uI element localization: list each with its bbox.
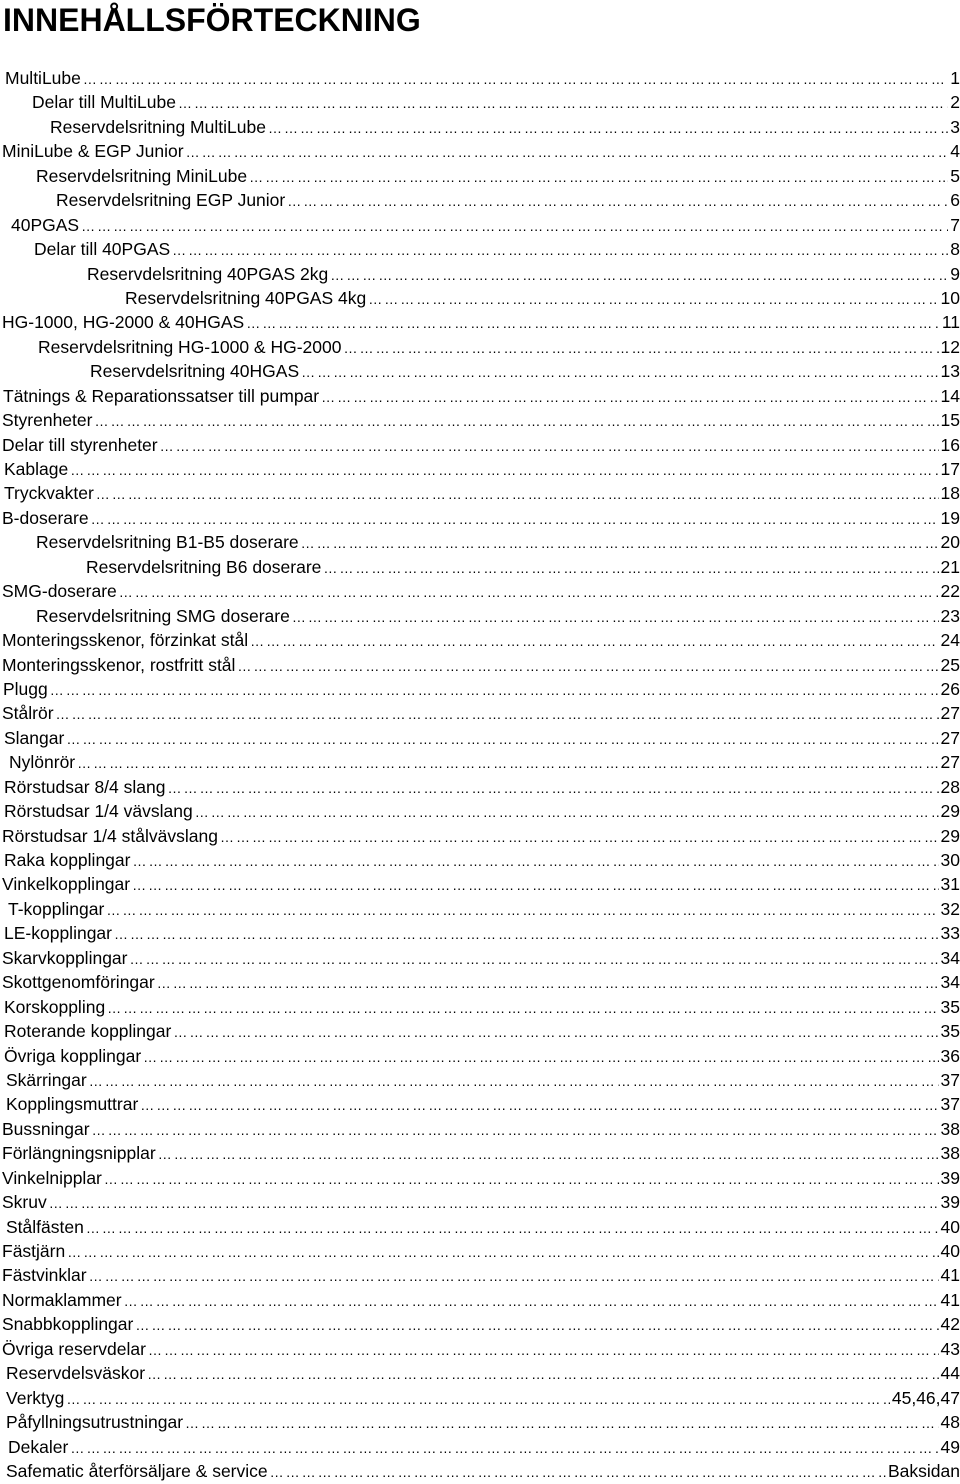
dot-leader [157,971,939,995]
dot-leader [70,1436,938,1460]
dot-leader [132,873,938,897]
toc-entry-page: 29 [940,825,960,846]
toc-entry-label: Skärringar [6,1069,87,1090]
toc-entry-label: Skruv [2,1192,47,1213]
toc-entry-label: Verktyg [6,1387,65,1408]
toc-entry-label: Korskoppling [4,996,106,1017]
dot-leader [249,165,948,189]
toc-entry-page: 5 [950,165,960,186]
toc-entry-label: B-doserare [2,507,89,528]
toc-entry-page: 23 [940,605,960,626]
toc-entry [0,1141,960,1165]
dot-leader [89,1069,939,1093]
toc-entry-label: SMG-doserare [2,581,117,602]
toc-entry [0,995,960,1019]
toc-entry-label: LE-kopplingar [4,923,112,944]
toc-entry [0,1092,960,1116]
dot-leader [173,1020,938,1044]
toc-entry-label: Rörstudsar 1/4 stålvävslang [2,825,218,846]
toc-entry-page: 20 [940,532,960,553]
dot-leader [92,1118,939,1142]
toc-entry-label: Övriga kopplingar [4,1045,142,1066]
dot-leader [143,1045,938,1069]
toc-entry-label: Övriga reservdelar [2,1338,146,1359]
toc-entry [0,213,960,237]
toc-entry-label: Förlängningsnipplar [2,1143,156,1164]
toc-entry-label: Roterande kopplingar [4,1021,172,1042]
dot-leader [148,1338,939,1362]
toc-entry [0,1068,960,1092]
toc-entry-page: 1 [950,68,960,88]
toc-entry-label: Tryckvakter [4,483,94,504]
toc-entry [0,506,960,530]
toc-entry [0,1190,960,1214]
toc-entry [0,824,960,848]
dot-leader [56,702,939,726]
toc-entry-label: Reservdelsritning B1-B5 doserare [36,532,299,553]
toc-entry-label: MultiLube [5,68,81,88]
toc-entry [0,1239,960,1263]
dot-leader [132,849,938,873]
toc-entry-label: Stålrör [2,703,54,724]
toc-entry-label: Monteringsskenor, rostfritt stål [2,654,236,675]
dot-leader [172,238,948,262]
toc-entry-page: 35 [940,1021,960,1042]
toc-entry-label: Reservdelsritning SMG doserare [36,605,290,626]
toc-entry [0,66,960,90]
toc-entry-page: 7 [950,214,960,235]
toc-entry [0,1410,960,1434]
toc-entry [0,384,960,408]
toc-entry-label: Reservdelsritning 40PGAS 4kg [125,287,367,308]
dot-leader [270,1460,886,1484]
toc-entry [0,1386,960,1410]
dot-leader [114,922,939,946]
toc-entry-label: Fästjärn [2,1241,66,1261]
toc-entry-page: 2 [950,92,960,113]
toc-entry-page: 21 [940,556,960,577]
toc-entry-page: 34 [940,972,960,993]
toc-entry [0,139,960,163]
toc-entry-page: 48 [940,1412,960,1433]
toc-entry-label: Kablage [4,459,69,479]
toc-entry-label: Delar till 40PGAS [34,239,171,260]
toc-entry-page: 38 [940,1118,960,1139]
toc-entry [0,848,960,872]
toc-entry-page: 24 [940,630,960,651]
toc-entry [0,604,960,628]
toc-entry-label: 40PGAS [11,214,80,235]
dot-leader [91,507,939,531]
toc-entry [0,628,960,652]
toc-entry [0,433,960,457]
dot-leader [107,996,938,1020]
toc-entry [0,970,960,994]
toc-entry-page: 28 [940,776,960,797]
toc-entry-label: Normaklammer [2,1289,122,1310]
table-of-contents [0,66,960,1483]
toc-entry-label: Snabbkopplingar [2,1314,134,1335]
toc-entry-label: Delar till styrenheter [2,434,158,455]
dot-leader [321,385,938,409]
toc-entry-page: 39 [940,1192,960,1213]
toc-entry [0,946,960,970]
toc-entry [0,1019,960,1043]
toc-entry-page: 25 [940,654,960,675]
toc-entry [0,555,960,579]
toc-entry-label: Vinkelnipplar [2,1167,102,1188]
toc-entry-label: Reservdelsväskor [6,1363,146,1384]
dot-leader [124,1289,939,1313]
page-title: INNEHÅLLSFÖRTECKNING [3,2,421,38]
toc-entry [0,1117,960,1141]
toc-entry [0,1459,960,1483]
dot-leader [323,556,938,580]
toc-entry [0,750,960,774]
dot-leader [185,1411,938,1435]
toc-entry [0,1361,960,1385]
dot-leader [86,1216,939,1240]
toc-entry-page: 41 [940,1265,960,1286]
dot-leader [96,482,939,506]
toc-entry [0,726,960,750]
toc-entry-page: 33 [940,923,960,944]
toc-entry-label: Styrenheter [2,410,93,431]
toc-entry [0,457,960,481]
dot-leader [49,1191,939,1215]
toc-entry-page: 27 [940,727,960,748]
toc-entry-page: 27 [940,752,960,773]
dot-leader [186,140,949,164]
dot-leader [83,67,948,91]
toc-entry-page: 38 [940,1143,960,1164]
toc-entry-page: 49 [940,1436,960,1457]
toc-entry-label: HG-1000, HG-2000 & 40HGAS [2,312,245,333]
toc-entry-page: 37 [940,1094,960,1115]
dot-leader [220,825,939,849]
toc-entry-page: 4 [950,141,960,162]
toc-entry-page: 40 [940,1216,960,1237]
dot-leader [66,727,938,751]
toc-entry-label: Rörstudsar 8/4 slang [4,776,166,797]
toc-entry [0,921,960,945]
toc-entry-label: Plugg [3,678,48,699]
toc-entry [0,677,960,701]
dot-leader [50,678,939,702]
toc-entry-page: 45,46,47 [891,1387,960,1408]
dot-leader [237,654,938,678]
toc-entry-label: Dekaler [8,1436,69,1457]
dot-leader [67,1240,938,1264]
dot-leader [246,311,940,335]
toc-entry-label: Reservdelsritning MultiLube [50,116,266,137]
toc-entry [0,1166,960,1190]
toc-entry [0,1044,960,1068]
toc-entry-page: 36 [940,1045,960,1066]
toc-entry [0,653,960,677]
toc-entry-page: 13 [940,361,960,382]
toc-entry [0,310,960,334]
toc-entry-label: Tätnings & Reparationssatser till pumpar [3,385,320,406]
toc-entry-page: 11 [941,312,960,333]
toc-entry [0,188,960,212]
toc-entry [0,530,960,554]
toc-entry-label: Rörstudsar 1/4 vävslang [4,801,193,822]
toc-entry-page: 16 [940,434,960,455]
toc-entry-page: 40 [940,1241,960,1261]
dot-leader [292,605,939,629]
dot-leader [158,1142,939,1166]
dot-leader [77,751,938,775]
dot-leader [81,214,948,238]
toc-entry-page: 19 [940,507,960,528]
toc-entry-page: 9 [950,263,960,284]
toc-entry [0,164,960,188]
toc-entry-label: Delar till MultiLube [32,92,176,113]
toc-entry-page: 41 [940,1289,960,1310]
toc-entry [0,872,960,896]
toc-entry-page: 10 [940,287,960,308]
toc-entry [0,408,960,432]
toc-entry-page: 31 [940,874,960,895]
toc-entry-label: Påfyllningsutrustningar [6,1412,184,1433]
toc-entry [0,1288,960,1312]
toc-entry-page: 12 [940,336,960,357]
toc-entry-page: 14 [940,385,960,406]
toc-entry-page: 39 [940,1167,960,1188]
toc-entry-page: 30 [940,850,960,870]
toc-entry-page: 37 [940,1069,960,1090]
toc-entry [0,1215,960,1239]
dot-leader [287,189,948,213]
toc-entry-label: Skottgenomföringar [2,972,155,993]
toc-entry-label: Reservdelsritning MiniLube [36,165,248,186]
dot-leader [147,1362,938,1386]
toc-entry-page: 43 [940,1338,960,1359]
dot-leader [66,1387,890,1411]
dot-leader [268,116,948,140]
toc-entry [0,1263,960,1287]
dot-leader [195,800,939,824]
toc-entry [0,262,960,286]
dot-leader [129,947,938,971]
dot-leader [167,776,938,800]
toc-entry-label: Reservdelsritning 40PGAS 2kg [87,263,329,284]
toc-entry-page: 44 [940,1363,960,1384]
toc-entry-label: Nylönrör [9,752,76,773]
toc-entry-label: Vinkelkopplingar [2,874,131,895]
toc-entry-page: 3 [950,116,960,137]
toc-entry-page: 29 [940,801,960,822]
toc-entry [0,90,960,114]
toc-entry [0,579,960,603]
toc-entry [0,237,960,261]
toc-entry [0,1435,960,1459]
toc-entry-page: 42 [940,1314,960,1335]
toc-entry-label: Reservdelsritning 40HGAS [90,361,300,382]
toc-entry-label: Reservdelsritning EGP Junior [56,190,286,211]
dot-leader [89,1264,939,1288]
toc-entry [0,115,960,139]
dot-leader [301,360,938,384]
dot-leader [106,898,938,922]
toc-entry-label: Slangar [4,727,65,748]
toc-entry [0,1337,960,1361]
toc-entry-label: Stålfästen [6,1216,84,1237]
toc-entry-label: Reservdelsritning HG-1000 & HG-2000 [38,336,342,357]
toc-entry [0,481,960,505]
toc-entry [0,1312,960,1336]
dot-leader [301,531,939,555]
toc-entry-label: Bussningar [2,1118,90,1139]
toc-entry-page: Baksidan [888,1460,960,1481]
toc-entry-label: T-kopplingar [8,898,105,919]
dot-leader [330,263,948,287]
toc-entry-page: 22 [940,581,960,602]
toc-entry-page: 35 [940,996,960,1017]
toc-entry-label: Skarvkopplingar [2,947,128,968]
dot-leader [178,91,948,115]
dot-leader [135,1313,938,1337]
dot-leader [94,409,938,433]
toc-entry-label: Raka kopplingar [4,850,131,870]
toc-entry [0,359,960,383]
dot-leader [250,629,938,653]
dot-leader [140,1093,938,1117]
toc-entry-page: 6 [950,190,960,211]
toc-entry-label: Reservdelsritning B6 doserare [86,556,322,577]
toc-entry-page: 17 [940,459,960,479]
toc-entry-label: Safematic återförsäljare & service [6,1460,268,1481]
toc-entry [0,701,960,725]
dot-leader [343,336,938,360]
toc-entry-label: MiniLube & EGP Junior [2,141,184,162]
toc-entry-page: 26 [940,678,960,699]
toc-entry-page: 15 [940,410,960,431]
toc-entry [0,897,960,921]
toc-entry [0,775,960,799]
toc-entry [0,335,960,359]
toc-entry [0,799,960,823]
toc-entry [0,286,960,310]
dot-leader [70,458,938,482]
toc-entry-page: 32 [940,898,960,919]
toc-entry-page: 18 [940,483,960,504]
toc-entry-label: Kopplingsmuttrar [6,1094,139,1115]
toc-entry-label: Fästvinklar [2,1265,87,1286]
dot-leader [104,1167,939,1191]
toc-entry-page: 34 [940,947,960,968]
dot-leader [119,580,939,604]
toc-entry-page: 8 [950,239,960,260]
dot-leader [160,434,939,458]
toc-entry-label: Monteringsskenor, förzinkat stål [2,630,249,651]
dot-leader [368,287,938,311]
toc-entry-page: 27 [940,703,960,724]
